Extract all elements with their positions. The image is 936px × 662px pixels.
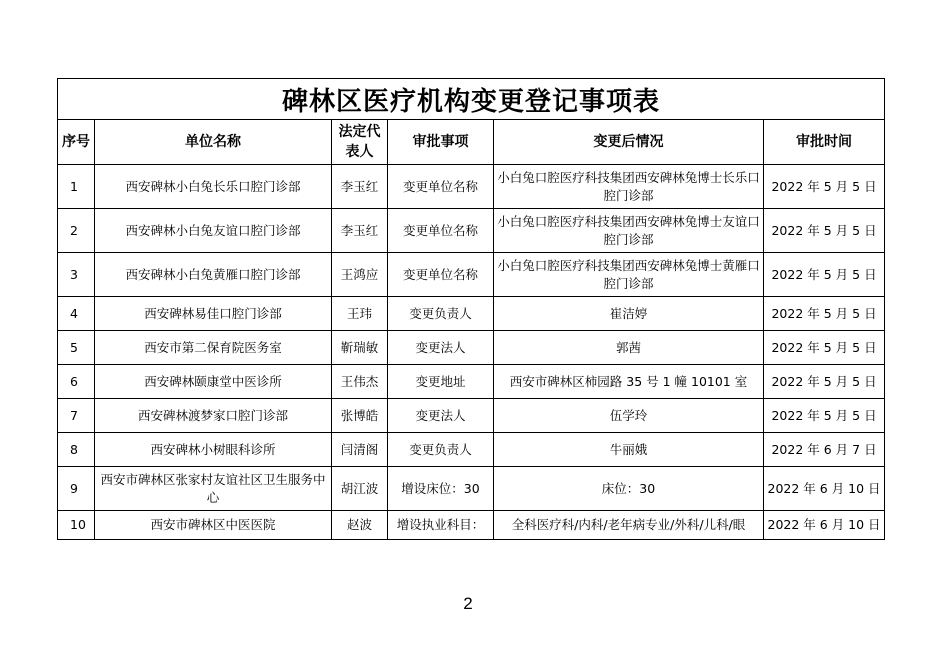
row-after-change: 全科医疗科/内科/老年病专业/外科/儿科/眼 xyxy=(494,511,764,540)
row-unit-name: 西安碑林渡梦家口腔门诊部 xyxy=(95,399,332,433)
row-approval-item: 变更单位名称 xyxy=(388,165,494,209)
row-approval-time: 2022 年 5 月 5 日 xyxy=(764,365,885,399)
table-row xyxy=(58,253,885,297)
row-legal-rep: 张博皓 xyxy=(332,399,388,433)
row-approval-item: 变更单位名称 xyxy=(388,209,494,253)
row-approval-item: 变更负责人 xyxy=(388,433,494,467)
row-index: 4 xyxy=(58,297,95,331)
row-index: 3 xyxy=(58,253,95,297)
header-legal-rep: 法定代表人 xyxy=(332,120,388,165)
row-unit-name: 西安碑林小树眼科诊所 xyxy=(95,433,332,467)
row-unit-name: 西安碑林易佳口腔门诊部 xyxy=(95,297,332,331)
row-approval-time: 2022 年 6 月 10 日 xyxy=(764,467,885,511)
row-approval-item: 变更法人 xyxy=(388,399,494,433)
row-unit-name: 西安市第二保育院医务室 xyxy=(95,331,332,365)
row-index: 5 xyxy=(58,331,95,365)
row-unit-name: 西安市碑林区张家村友谊社区卫生服务中心 xyxy=(95,467,332,511)
header-approval-item: 审批事项 xyxy=(388,120,494,165)
table-row xyxy=(58,165,885,209)
row-legal-rep: 李玉红 xyxy=(332,165,388,209)
table-row xyxy=(58,467,885,511)
row-approval-time: 2022 年 5 月 5 日 xyxy=(764,399,885,433)
row-legal-rep: 王鸿应 xyxy=(332,253,388,297)
row-approval-item: 变更单位名称 xyxy=(388,253,494,297)
page-number: 2 xyxy=(463,594,473,613)
row-after-change: 西安市碑林区柿园路 35 号 1 幢 10101 室 xyxy=(494,365,764,399)
row-legal-rep: 赵波 xyxy=(332,511,388,540)
header-row xyxy=(58,120,885,165)
row-after-change: 小白兔口腔医疗科技集团西安碑林兔博士黄雁口腔门诊部 xyxy=(494,253,764,297)
row-after-change: 伍学玲 xyxy=(494,399,764,433)
table-row xyxy=(58,209,885,253)
header-index: 序号 xyxy=(58,120,95,165)
row-approval-time: 2022 年 5 月 5 日 xyxy=(764,297,885,331)
row-index: 9 xyxy=(58,467,95,511)
row-legal-rep: 闫清阁 xyxy=(332,433,388,467)
row-approval-time: 2022 年 6 月 7 日 xyxy=(764,433,885,467)
header-after-change: 变更后情况 xyxy=(494,120,764,165)
table-row xyxy=(58,297,885,331)
row-index: 10 xyxy=(58,511,95,540)
row-approval-item: 变更负责人 xyxy=(388,297,494,331)
row-unit-name: 西安碑林颐康堂中医诊所 xyxy=(95,365,332,399)
registration-table xyxy=(57,78,885,540)
row-after-change: 郭茜 xyxy=(494,331,764,365)
row-after-change: 床位：30 xyxy=(494,467,764,511)
row-legal-rep: 王玮 xyxy=(332,297,388,331)
row-unit-name: 西安碑林小白兔友谊口腔门诊部 xyxy=(95,209,332,253)
row-unit-name: 西安碑林小白兔长乐口腔门诊部 xyxy=(95,165,332,209)
table-row xyxy=(58,511,885,540)
row-index: 7 xyxy=(58,399,95,433)
row-after-change: 小白兔口腔医疗科技集团西安碑林兔博士友谊口腔门诊部 xyxy=(494,209,764,253)
table-row xyxy=(58,365,885,399)
table-row xyxy=(58,399,885,433)
table-title: 碑林区医疗机构变更登记事项表 xyxy=(58,79,885,120)
row-legal-rep: 胡江波 xyxy=(332,467,388,511)
row-approval-time: 2022 年 6 月 10 日 xyxy=(764,511,885,540)
header-unit-name: 单位名称 xyxy=(95,120,332,165)
row-approval-time: 2022 年 5 月 5 日 xyxy=(764,253,885,297)
row-legal-rep: 李玉红 xyxy=(332,209,388,253)
row-legal-rep: 靳瑞敏 xyxy=(332,331,388,365)
row-approval-time: 2022 年 5 月 5 日 xyxy=(764,331,885,365)
row-approval-item: 变更法人 xyxy=(388,331,494,365)
row-index: 6 xyxy=(58,365,95,399)
table-row xyxy=(58,331,885,365)
row-index: 8 xyxy=(58,433,95,467)
table-row xyxy=(58,433,885,467)
row-after-change: 牛丽娥 xyxy=(494,433,764,467)
row-unit-name: 西安碑林小白兔黄雁口腔门诊部 xyxy=(95,253,332,297)
row-legal-rep: 王伟杰 xyxy=(332,365,388,399)
row-index: 2 xyxy=(58,209,95,253)
header-approval-time: 审批时间 xyxy=(764,120,885,165)
row-unit-name: 西安市碑林区中医医院 xyxy=(95,511,332,540)
row-index: 1 xyxy=(58,165,95,209)
row-approval-item: 增设执业科目： xyxy=(388,511,494,540)
row-approval-item: 增设床位：30 xyxy=(388,467,494,511)
row-after-change: 崔洁婷 xyxy=(494,297,764,331)
row-approval-time: 2022 年 5 月 5 日 xyxy=(764,165,885,209)
row-after-change: 小白兔口腔医疗科技集团西安碑林兔博士长乐口腔门诊部 xyxy=(494,165,764,209)
row-approval-item: 变更地址 xyxy=(388,365,494,399)
row-approval-time: 2022 年 5 月 5 日 xyxy=(764,209,885,253)
registration-table-sheet xyxy=(57,78,884,540)
